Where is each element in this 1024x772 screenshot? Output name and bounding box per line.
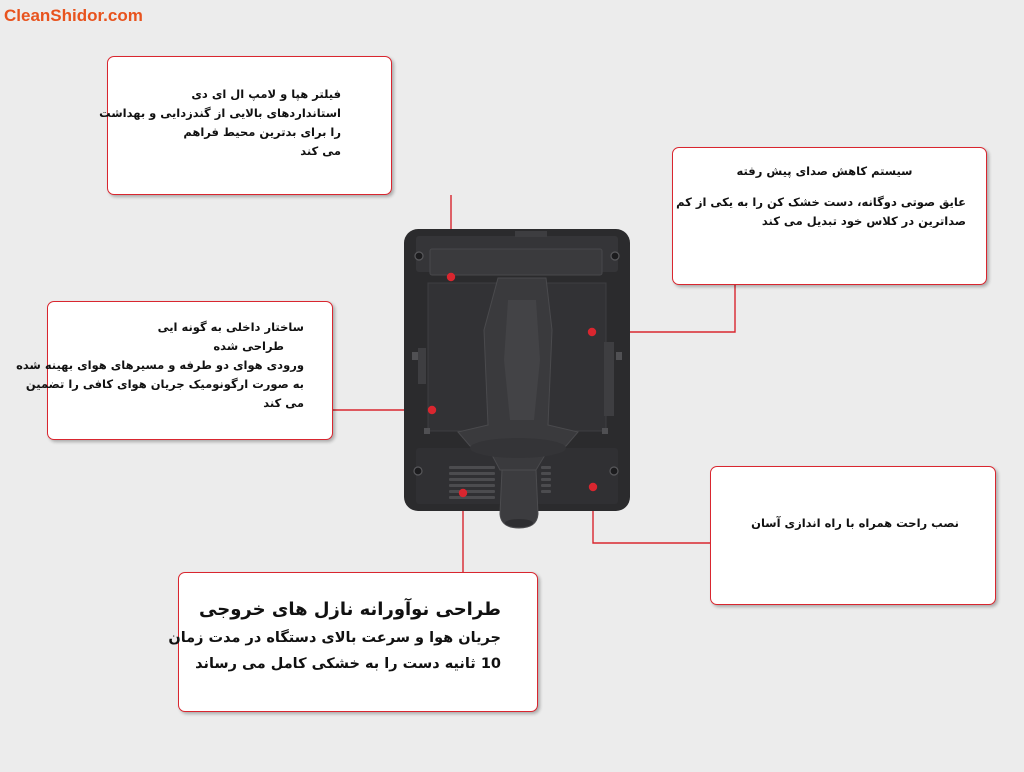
callout-line: نصب راحت همراه با راه اندازی آسان <box>751 516 959 530</box>
callout-line: ورودی هوای دو طرفه و مسیرهای هوای بهینه شده <box>16 358 304 372</box>
callout-line: استانداردهای بالایی از گندزدایی و بهداشت <box>99 106 341 120</box>
callout-line: به صورت ارگونومیک جریان هوای کافی را تضمین <box>25 377 304 391</box>
callout-inner-structure <box>16 301 333 440</box>
callout-line: عایق صوتی دوگانه، دست خشک کن را به یکی از کم <box>676 195 966 209</box>
brand-logo-text: CleanShidor.com <box>4 6 143 25</box>
callout-line: صداترین در کلاس خود تبدیل می کند <box>761 214 966 228</box>
callout-title: سیستم کاهش صدای پیش رفته <box>736 164 913 178</box>
right-rail <box>604 342 614 416</box>
callout-line: می کند <box>263 396 304 410</box>
left-rail <box>418 348 426 384</box>
callout-line: طراحی شده <box>213 339 284 353</box>
callout-nozzle-design <box>168 572 538 712</box>
callout-line: 10 ثانیه دست را به خشکی کامل می رساند <box>195 656 501 672</box>
duct-base <box>470 438 566 458</box>
callout-hepa-filter <box>99 56 392 195</box>
callout-title: طراحی نوآورانه نازل های خروجی <box>199 599 501 620</box>
marker-inner <box>428 406 436 414</box>
top-slot <box>515 231 547 237</box>
callout-line: می کند <box>300 144 341 158</box>
filter-panel <box>430 249 602 275</box>
nozzle-tip <box>505 519 533 527</box>
hand-dryer-device <box>404 229 630 528</box>
marker-nozzle <box>459 489 467 497</box>
callout-line: را برای بدترین محیط فراهم <box>183 125 341 139</box>
callout-line: فیلتر هپا و لامپ ال ای دی <box>191 87 341 101</box>
callout-easy-mounting <box>710 466 996 605</box>
callout-noise-reduction <box>672 147 987 285</box>
callout-line: جریان هوا و سرعت بالای دستگاه در مدت زمان <box>168 630 501 646</box>
marker-noise <box>588 328 596 336</box>
callout-line: ساختار داخلی به گونه ایی <box>157 320 304 334</box>
duct-highlight <box>504 300 540 420</box>
marker-filter <box>447 273 455 281</box>
marker-mount <box>589 483 597 491</box>
